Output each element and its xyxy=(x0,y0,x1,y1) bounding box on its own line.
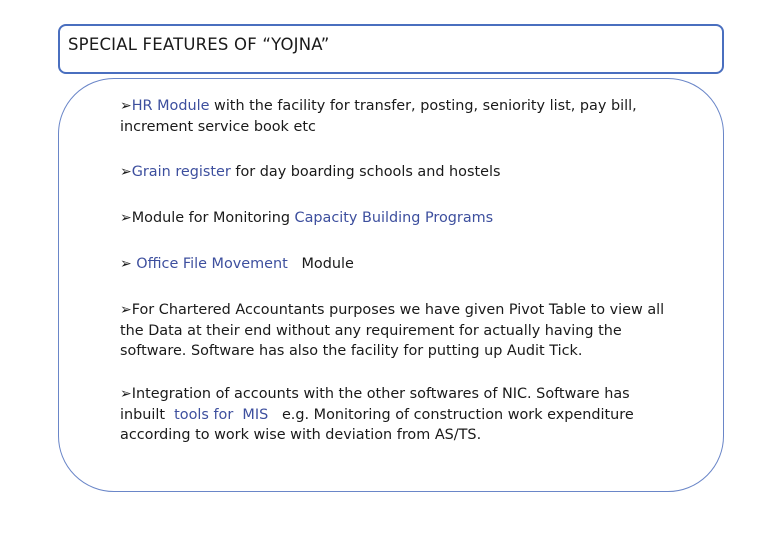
feature-lead: Grain register xyxy=(131,164,231,180)
arrow-bullet-icon: ➢ xyxy=(120,302,132,318)
feature-lead: tools for MIS xyxy=(169,406,273,423)
arrow-bullet-icon: ➢ xyxy=(120,386,132,402)
feature-capacity-building xyxy=(120,208,710,229)
feature-line: the Data at their end without any requirement for actually having the xyxy=(120,322,622,339)
title-box xyxy=(58,24,724,74)
feature-text: Module xyxy=(287,256,354,272)
feature-line: according to work wise with deviation from AS/TS. xyxy=(120,427,482,443)
feature-text: inbuilt xyxy=(120,406,170,423)
feature-line xyxy=(120,384,710,405)
feature-text: Integration of accounts with the other softwares of NIC. Software has xyxy=(131,386,630,402)
arrow-bullet-icon: ➢ xyxy=(120,210,132,226)
slide-title: SPECIAL FEATURES OF “YOJNA” xyxy=(68,35,330,54)
feature-text: with the facility for transfer, posting, seniority list, pay bill, xyxy=(209,98,637,114)
feature-line xyxy=(120,96,710,117)
feature-text: e.g. Monitoring of construction work expenditure xyxy=(272,406,634,423)
feature-text: Module for Monitoring xyxy=(131,210,295,226)
feature-chartered-accountants xyxy=(120,300,710,362)
feature-line xyxy=(120,300,710,321)
feature-lead: Office File Movement xyxy=(131,256,288,272)
arrow-bullet-icon: ➢ xyxy=(120,256,132,272)
feature-line xyxy=(120,405,710,426)
feature-line: increment service book etc xyxy=(120,118,316,135)
feature-text: For Chartered Accountants purposes we have given Pivot Table to view all xyxy=(131,302,665,318)
feature-office-file-movement xyxy=(120,254,710,275)
feature-lead: HR Module xyxy=(131,98,210,114)
feature-lead: Capacity Building Programs xyxy=(294,210,494,226)
feature-hr-module xyxy=(120,96,710,137)
feature-integration xyxy=(120,384,710,446)
feature-text: for day boarding schools and hostels xyxy=(230,164,501,180)
arrow-bullet-icon: ➢ xyxy=(120,164,132,180)
feature-line: software. Software has also the facility for putting up Audit Tick. xyxy=(120,343,583,359)
feature-grain-register xyxy=(120,162,710,183)
arrow-bullet-icon: ➢ xyxy=(120,98,132,114)
